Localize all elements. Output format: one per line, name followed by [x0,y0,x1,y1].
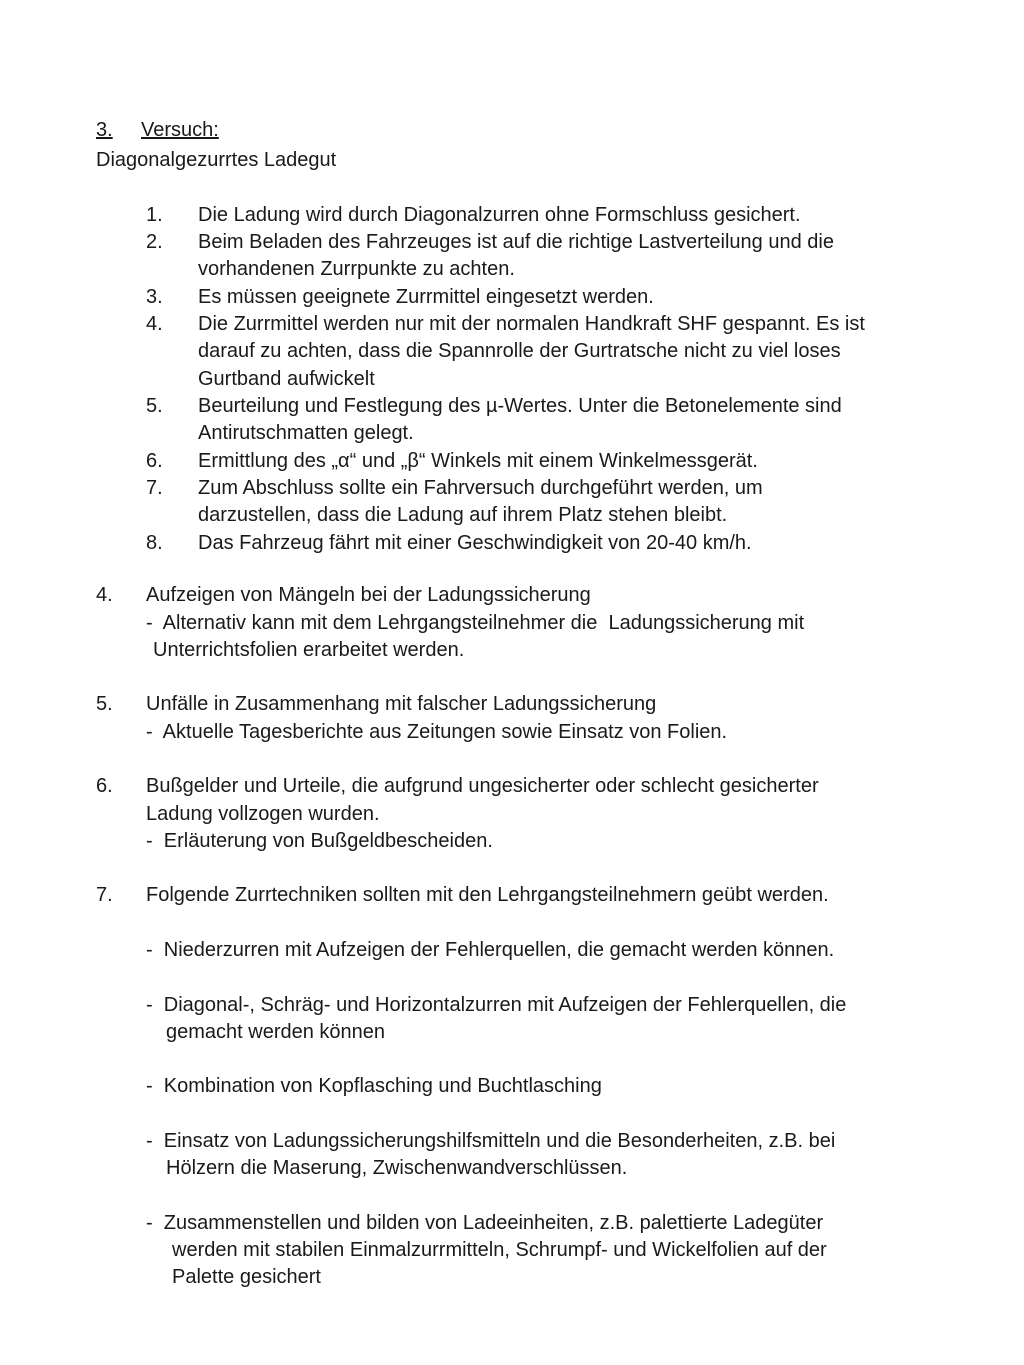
section-number: 7. [96,884,113,906]
section-line: - Kombination von Kopflasching und Buchtlasching [146,1075,602,1097]
section-number: 6. [96,775,113,797]
section-number: 5. [96,693,113,715]
list-item-text: Die Zurrmittel werden nur mit der normalen Handkraft SHF gespannt. Es ist [198,313,865,335]
section-line: Ladung vollzogen wurden. [146,803,380,825]
list-item-text: Es müssen geeignete Zurrmittel eingesetzt werden. [198,286,654,308]
list-item-number: 1. [146,204,163,226]
section-line: Hölzern die Maserung, Zwischenwandverschlüssen. [166,1157,628,1179]
list-item-number: 8. [146,532,163,554]
section-title: Aufzeigen von Mängeln bei der Ladungssicherung [146,584,591,606]
section-line: - Diagonal-, Schräg- und Horizontalzurren mit Aufzeigen der Fehlerquellen, die [146,994,847,1016]
list-item-text: Ermittlung des „α“ und „β“ Winkels mit einem Winkelmessgerät. [198,450,758,472]
heading-number: 3. [96,119,113,141]
list-item-number: 7. [146,477,163,499]
section-line: werden mit stabilen Einmalzurrmitteln, Schrumpf- und Wickelfolien auf der [172,1239,827,1261]
list-item-text: darzustellen, dass die Ladung auf ihrem Platz stehen bleibt. [198,504,728,526]
list-item-text: Gurtband aufwickelt [198,368,375,390]
heading-subtitle: Diagonalgezurrtes Ladegut [96,149,337,171]
section-line: - Alternativ kann mit dem Lehrgangsteilnehmer die Ladungssicherung mit [146,612,805,634]
list-item-text: Antirutschmatten gelegt. [198,422,414,444]
list-item-text: Die Ladung wird durch Diagonalzurren ohne Formschluss gesichert. [198,204,801,226]
section-line: Palette gesichert [172,1266,321,1288]
section-line: gemacht werden können [166,1021,386,1043]
list-item-text: Beim Beladen des Fahrzeuges ist auf die richtige Lastverteilung und die [198,231,834,253]
section-title: Unfälle in Zusammenhang mit falscher Ladungssicherung [146,693,657,715]
list-item-text: Beurteilung und Festlegung des µ-Wertes. Unter die Betonelemente sind [198,395,842,417]
section-line: - Erläuterung von Bußgeldbescheiden. [146,830,493,852]
list-item-text: vorhandenen Zurrpunkte zu achten. [198,258,515,280]
section-line: - Niederzurren mit Aufzeigen der Fehlerquellen, die gemacht werden können. [146,939,835,961]
list-item-text: Zum Abschluss sollte ein Fahrversuch durchgeführt werden, um [198,477,763,499]
section-line: - Aktuelle Tagesberichte aus Zeitungen sowie Einsatz von Folien. [146,721,728,743]
section-line: Unterrichtsfolien erarbeitet werden. [153,639,465,661]
heading-title: Versuch: [141,119,219,141]
list-item-number: 3. [146,286,163,308]
list-item-text: Das Fahrzeug fährt mit einer Geschwindigkeit von 20-40 km/h. [198,532,752,554]
section-number: 4. [96,584,113,606]
list-item-number: 4. [146,313,163,335]
section-title: Bußgelder und Urteile, die aufgrund ungesicherter oder schlecht gesicherter [146,775,819,797]
section-line: - Zusammenstellen und bilden von Ladeeinheiten, z.B. palettierte Ladegüter [146,1212,824,1234]
list-item-text: darauf zu achten, dass die Spannrolle der Gurtratsche nicht zu viel loses [198,340,841,362]
section-title: Folgende Zurrtechniken sollten mit den Lehrgangsteilnehmern geübt werden. [146,884,829,906]
list-item-number: 6. [146,450,163,472]
section-line: - Einsatz von Ladungssicherungshilfsmitteln und die Besonderheiten, z.B. bei [146,1130,836,1152]
list-item-number: 2. [146,231,163,253]
list-item-number: 5. [146,395,163,417]
